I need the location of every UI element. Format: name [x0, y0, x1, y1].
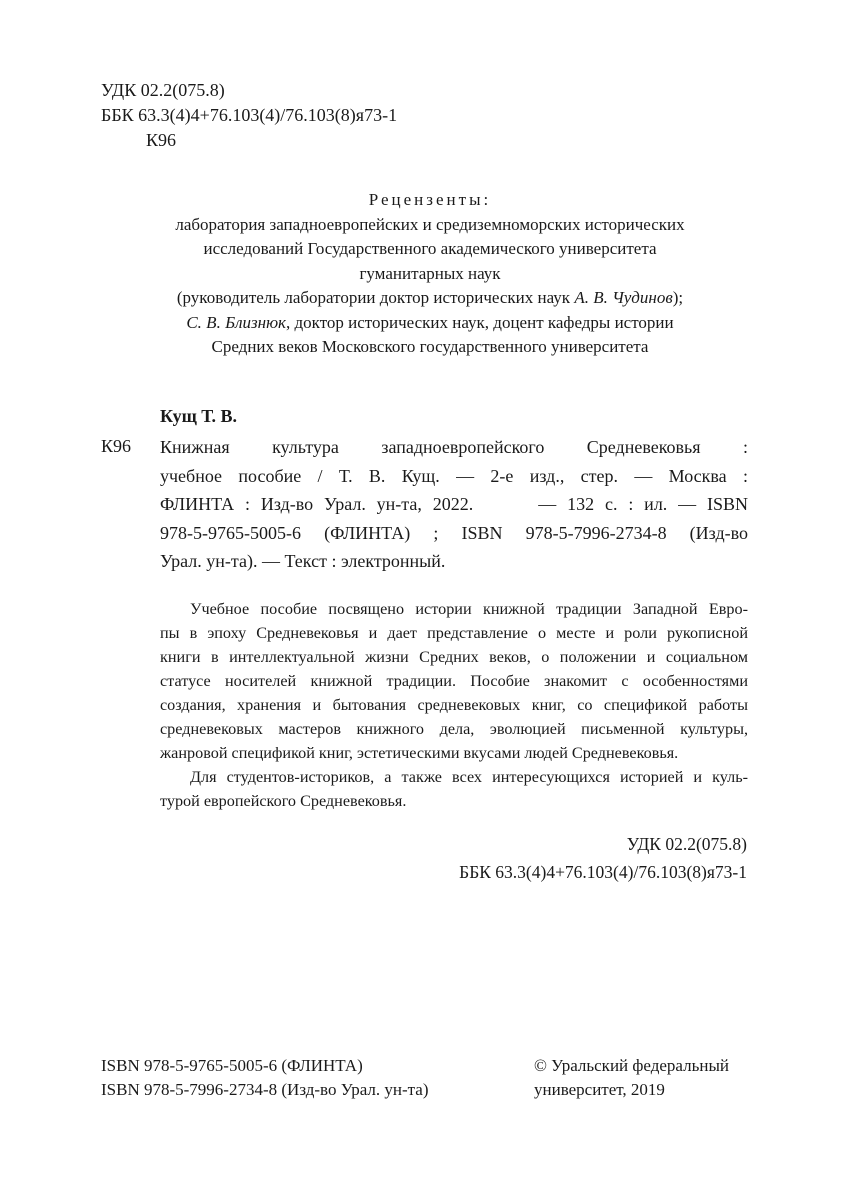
- reviewer-text: );: [672, 288, 684, 307]
- author-heading: Кущ Т. В.: [160, 406, 238, 426]
- annotation-line: турой европейского Средневековья.: [160, 792, 407, 810]
- reviewer-text: (руководитель лаборатории доктор исторических наук: [176, 288, 575, 307]
- author-mark: К96: [146, 130, 177, 150]
- annotation: [160, 597, 748, 813]
- reviewers-block: [120, 188, 740, 360]
- annotation-line: жанровой спецификой книг, эстетическими вкусами людей Средневековья.: [160, 744, 679, 762]
- biblio-line: учебное пособие / Т. В. Кущ. — 2-е изд., стер. — Москва :: [160, 465, 748, 486]
- reviewer-name: А. В. Чудинов: [574, 288, 673, 307]
- biblio-line: 978-5-9765-5005-6 (ФЛИНТА) ; ISBN 978-5-7996-2734-8 (Изд-во: [160, 522, 748, 543]
- udk-code: УДК 02.2(075.8): [101, 80, 225, 100]
- reviewer-line: исследований Государственного академического университета: [203, 239, 657, 258]
- copyright-line: университет, 2019: [534, 1080, 665, 1099]
- classification-codes: [101, 78, 397, 153]
- bbk-code: ББК 63.3(4)4+76.103(4)/76.103(8)я73-1: [101, 105, 398, 125]
- annotation-line: Учебное пособие посвящено истории книжной традиции Западной Евро-: [190, 600, 748, 618]
- reviewer-line: [120, 311, 740, 336]
- reviewer-text: , доктор исторических наук, доцент кафедры истории: [286, 312, 674, 332]
- annotation-line: создания, хранения и бытования средневековых книг, со спецификой работы: [160, 696, 748, 714]
- annotation-line: статусе носителей книжной традиции. Пособие знакомит с особенностями: [160, 672, 748, 690]
- footer-classification-codes: [459, 830, 747, 886]
- annotation-line: книги в интеллектуальной жизни Средних веков, о положении и социальном: [160, 648, 748, 666]
- isbn-block: [101, 1054, 429, 1102]
- bibliographic-description: [160, 433, 748, 576]
- reviewer-line: Средних веков Московского государственного университета: [211, 337, 649, 356]
- annotation-line: средневековых мастеров книжного дела, эволюцией письменной культуры,: [160, 720, 748, 738]
- reviewer-line: [120, 286, 740, 311]
- isbn-flinta: ISBN 978-5-9765-5005-6 (ФЛИНТА): [101, 1056, 363, 1075]
- isbn-ural: ISBN 978-5-7996-2734-8 (Изд-во Урал. ун-та): [101, 1080, 429, 1099]
- biblio-line: Книжная культура западноевропейского Средневековья :: [160, 437, 748, 457]
- entry-author-mark: К96: [101, 436, 132, 456]
- reviewers-title: Рецензенты:: [368, 190, 492, 209]
- reviewer-line: гуманитарных наук: [359, 263, 501, 283]
- biblio-line: Урал. ун-та). — Текст : электронный.: [160, 551, 446, 571]
- reviewer-line: лаборатория западноевропейских и средиземноморских исторических: [175, 214, 685, 234]
- copyright-line: © Уральский федеральный: [534, 1056, 729, 1075]
- biblio-line: ФЛИНТА : Изд-во Урал. ун-та, 2022. — 132 с. : ил. — ISBN: [160, 494, 748, 514]
- annotation-line: пы в эпоху Средневековья и дает представление о месте и роли рукописной: [160, 624, 748, 642]
- reviewer-name: С. В. Близнюк: [186, 312, 287, 332]
- annotation-line: Для студентов-историков, а также всех интересующихся историей и куль-: [190, 768, 748, 786]
- footer-bbk-code: ББК 63.3(4)4+76.103(4)/76.103(8)я73-1: [459, 862, 747, 882]
- footer-udk-code: УДК 02.2(075.8): [626, 834, 747, 854]
- copyright-notice: [534, 1054, 729, 1102]
